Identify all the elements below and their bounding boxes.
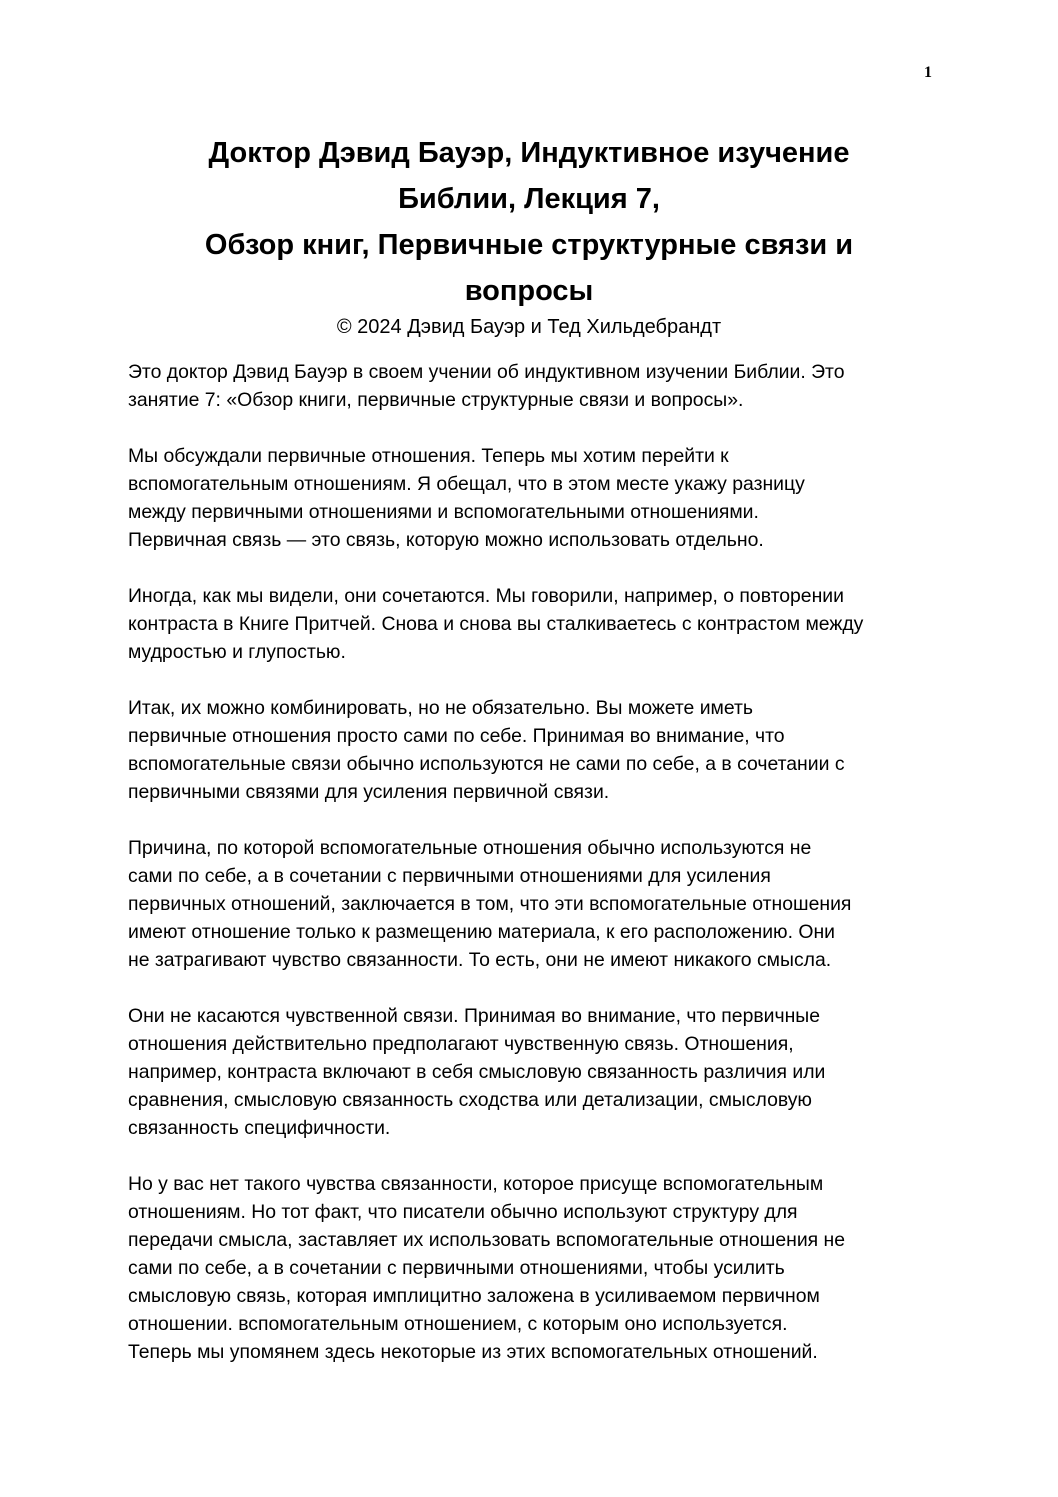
text-line: отношения действительно предполагают чувственную связь. Отношения, bbox=[128, 1033, 794, 1055]
title-line: Обзор книг, Первичные структурные связи и bbox=[204, 229, 854, 261]
copyright: © 2024 Дэвид Бауэр и Тед Хильдебрандт bbox=[336, 316, 722, 338]
title-block bbox=[128, 130, 930, 340]
text-line: вспомогательные связи обычно используются не сами по себе, а в сочетании с bbox=[128, 753, 845, 775]
title-line: вопросы bbox=[464, 275, 594, 307]
text-line: сами по себе, а в сочетании с первичными отношениями, чтобы усилить bbox=[128, 1257, 785, 1279]
page-number: 1 bbox=[924, 64, 932, 81]
text-line: Но у вас нет такого чувства связанности, которое присуще вспомогательным bbox=[128, 1173, 824, 1195]
text-line: первичные отношения просто сами по себе. Принимая во внимание, что bbox=[128, 725, 785, 747]
text-line: Мы обсуждали первичные отношения. Теперь мы хотим перейти к bbox=[128, 445, 729, 467]
title-line: Доктор Дэвид Бауэр, Индуктивное изучение bbox=[208, 137, 850, 169]
text-line: Теперь мы упомянем здесь некоторые из этих вспомогательных отношений. bbox=[128, 1341, 818, 1363]
paragraph bbox=[128, 1002, 930, 1142]
text-line: контраста в Книге Притчей. Снова и снова вы сталкиваетесь с контрастом между bbox=[128, 613, 864, 635]
text-line: смысловую связь, которая имплицитно заложена в усиливаемом первичном bbox=[128, 1285, 820, 1307]
text-line: отношениям. Но тот факт, что писатели обычно используют структуру для bbox=[128, 1201, 798, 1223]
text-line: сравнения, смысловую связанность сходства или детализации, смысловую bbox=[128, 1089, 812, 1111]
text-line: передачи смысла, заставляет их использовать вспомогательные отношения не bbox=[128, 1229, 846, 1251]
text-line: вспомогательным отношениям. Я обещал, что в этом месте укажу разницу bbox=[128, 473, 805, 495]
paragraph bbox=[128, 358, 930, 414]
text-line: Итак, их можно комбинировать, но не обязательно. Вы можете иметь bbox=[128, 697, 753, 719]
paragraph bbox=[128, 442, 930, 554]
text-line: отношении. вспомогательным отношением, с которым оно используется. bbox=[128, 1313, 788, 1335]
title-line: Библии, Лекция 7, bbox=[398, 183, 660, 215]
text-line: Первичная связь — это связь, которую можно использовать отдельно. bbox=[128, 529, 764, 551]
text-line: первичных отношений, заключается в том, что эти вспомогательные отношения bbox=[128, 893, 852, 915]
paragraph bbox=[128, 1170, 930, 1366]
paragraph bbox=[128, 694, 930, 806]
text-line: между первичными отношениями и вспомогательными отношениями. bbox=[128, 501, 759, 523]
body-text bbox=[128, 358, 930, 1394]
paragraph bbox=[128, 582, 930, 666]
text-line: не затрагивают чувство связанности. То есть, они не имеют никакого смысла. bbox=[128, 949, 832, 971]
text-line: Иногда, как мы видели, они сочетаются. Мы говорили, например, о повторении bbox=[128, 585, 844, 607]
text-line: например, контраста включают в себя смысловую связанность различия или bbox=[128, 1061, 826, 1083]
text-line: имеют отношение только к размещению материала, к его расположению. Они bbox=[128, 921, 835, 943]
text-line: мудростью и глупостью. bbox=[128, 641, 346, 663]
paragraph bbox=[128, 834, 930, 974]
text-line: занятие 7: «Обзор книги, первичные структурные связи и вопросы». bbox=[128, 389, 744, 411]
text-line: первичными связями для усиления первичной связи. bbox=[128, 781, 610, 803]
text-line: связанность специфичности. bbox=[128, 1117, 391, 1139]
text-line: Они не касаются чувственной связи. Принимая во внимание, что первичные bbox=[128, 1005, 821, 1027]
text-line: сами по себе, а в сочетании с первичными отношениями для усиления bbox=[128, 865, 771, 887]
text-line: Это доктор Дэвид Бауэр в своем учении об индуктивном изучении Библии. Это bbox=[128, 361, 845, 383]
text-line: Причина, по которой вспомогательные отношения обычно используются не bbox=[128, 837, 812, 859]
